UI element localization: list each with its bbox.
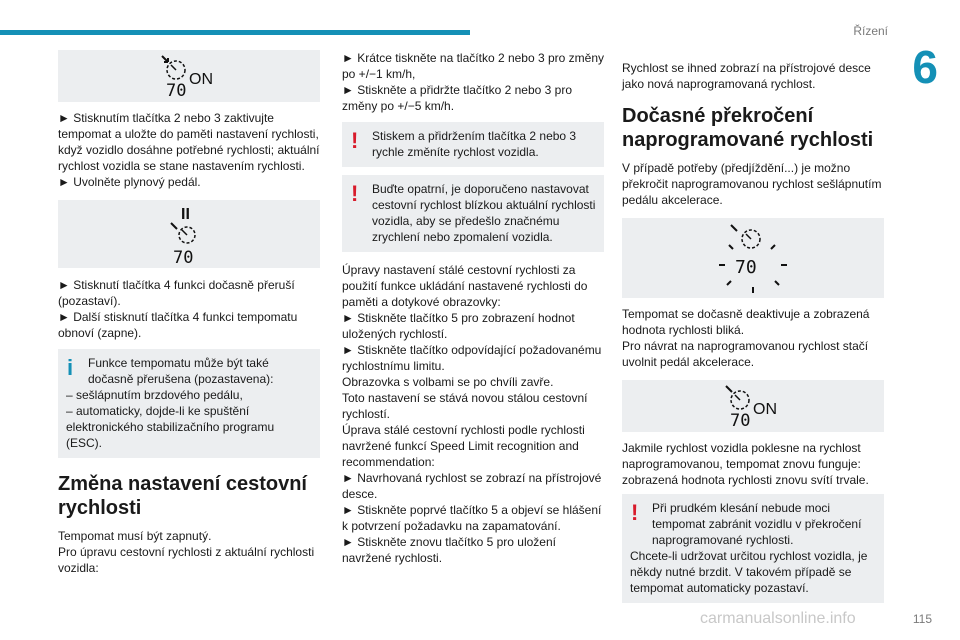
section-heading: Změna nastavení cestovní rychlosti — [58, 473, 307, 519]
cruise-paused-illustration — [58, 200, 320, 268]
paragraph: V případě potřeby (předjíždění...) je možno překročit naprogramovanou rychlost sešlápnutím pedálu akcelerace. — [622, 161, 882, 207]
paragraph: Tempomat se dočasně deaktivuje a zobrazená hodnota rychlosti bliká. — [622, 307, 870, 337]
paragraph: Pro úpravu cestovní rychlosti z aktuální rychlosti vozidla: — [58, 545, 315, 575]
column-2 — [342, 50, 604, 566]
paragraph: Tempomat musí být zapnutý. — [58, 529, 212, 543]
paragraph: Jakmile rychlost vozidla poklesne na rychlost naprogramovanou, tempomat znovu funguje: zobrazená hodnota rychlosti znovu svítí trvale. — [622, 441, 869, 487]
paragraph: ► Stiskněte tlačítko odpovídající požadovanému rychlostnímu limitu. — [342, 343, 602, 373]
speedometer-blinking-icon — [713, 221, 793, 295]
paragraph: ► Stiskněte znovu tlačítko 5 pro uložení navržené rychlosti. — [342, 535, 556, 565]
svg-text:ON: ON — [189, 71, 213, 88]
section-heading: Dočasné překročení naprogramované rychlosti — [622, 105, 874, 151]
warning-icon: ! — [351, 181, 359, 206]
section-title: Řízení — [853, 24, 888, 38]
paragraph: ► Stiskněte poprvé tlačítko 5 a objeví se hlášení k potvrzení požadavku na zapamatování. — [342, 503, 602, 533]
paragraph: ► Navrhovaná rychlost se zobrazí na přístrojové desce. — [342, 471, 602, 501]
paragraph: Obrazovka s volbami se po chvíli zavře. — [342, 375, 554, 389]
svg-text:70: 70 — [166, 81, 187, 98]
warning-note: ! Stiskem a přidržením tlačítka 2 nebo 3 rychle změníte rychlost vozidla. — [342, 122, 604, 167]
paragraph: ► Uvolněte plynový pedál. — [58, 175, 201, 189]
speedometer-on-icon — [154, 54, 224, 98]
paragraph: ► Stiskněte a přidržte tlačítko 2 nebo 3 pro změny po +/−5 km/h. — [342, 83, 572, 113]
page-number: 115 — [912, 612, 932, 626]
paragraph: Toto nastavení se stává novou stálou cestovní rychlostí. — [342, 391, 588, 421]
svg-text:70: 70 — [730, 411, 751, 428]
speedometer-on-icon — [718, 384, 788, 428]
svg-text:ON: ON — [753, 401, 777, 418]
warning-note: ! Buďte opatrní, je doporučeno nastavovat cestovní rychlost blízkou aktuální rychlosti vozidla, aby se předešlo značnému zrychlení nebo zpomalení vozidla. — [342, 175, 604, 252]
column-3 — [622, 50, 884, 611]
paragraph: ► Stiskněte tlačítko 5 pro zobrazení hodnot uložených rychlostí. — [342, 311, 575, 341]
info-icon: i — [67, 355, 74, 380]
paragraph: ► Stisknutí tlačítka 4 funkci dočasně přeruší (pozastaví). — [58, 278, 295, 308]
paragraph: Úprava stálé cestovní rychlosti podle rychlosti navržené funkcí Speed Limit recognition and recommendation: — [342, 423, 585, 469]
cruise-resumed-illustration — [622, 380, 884, 432]
paragraph: Pro návrat na naprogramovanou rychlost stačí uvolnit pedál akcelerace. — [622, 339, 869, 369]
paragraph: ► Stisknutím tlačítka 2 nebo 3 zaktivujte tempomat a uložte do paměti nastavení rychlosti, když vozidlo dosáhne potřebné rychlosti; aktuální rychlost vozidla se stane nastavením rychlosti. — [58, 111, 320, 173]
header-accent-bar — [0, 30, 470, 35]
svg-text:70: 70 — [173, 248, 194, 265]
warning-note: ! Při prudkém klesání nebude moci tempomat zabránit vozidlu v překročení naprogramované rychlosti. Chcete-li udržovat určitou rychlost vozidla, je někdy nutné brzdit. V takovém případě se tempomat automaticky pozastaví. — [622, 494, 884, 603]
paragraph: ► Další stisknutí tlačítka 4 funkci tempomatu obnoví (zapne). — [58, 310, 298, 340]
warning-icon: ! — [631, 500, 639, 525]
paragraph: Úpravy nastavení stálé cestovní rychlosti za použití funkce ukládání nastavené rychlosti do paměti a dotykové obrazovky: — [342, 263, 588, 309]
watermark: carmanualsonline.info — [700, 610, 856, 627]
speedometer-paused-icon — [159, 203, 219, 265]
column-1 — [58, 50, 320, 576]
warning-icon: ! — [351, 128, 359, 153]
paragraph: ► Krátce tiskněte na tlačítko 2 nebo 3 pro změny po +/−1 km/h, — [342, 51, 605, 81]
svg-text:70: 70 — [735, 257, 757, 278]
paragraph: Rychlost se ihned zobrazí na přístrojové desce jako nová naprogramovaná rychlost. — [622, 61, 871, 91]
chapter-number: 6 — [912, 41, 938, 93]
cruise-on-illustration — [58, 50, 320, 102]
speed-blinking-illustration — [622, 218, 884, 298]
svg-text:II: II — [181, 206, 190, 223]
info-note: i Funkce tempomatu může být také dočasně přerušena (pozastavena): – sešlápnutím brzdového pedálu, – automaticky, dojde-li ke spuštění elektronického stabilizačního programu (ESC). — [58, 349, 320, 458]
